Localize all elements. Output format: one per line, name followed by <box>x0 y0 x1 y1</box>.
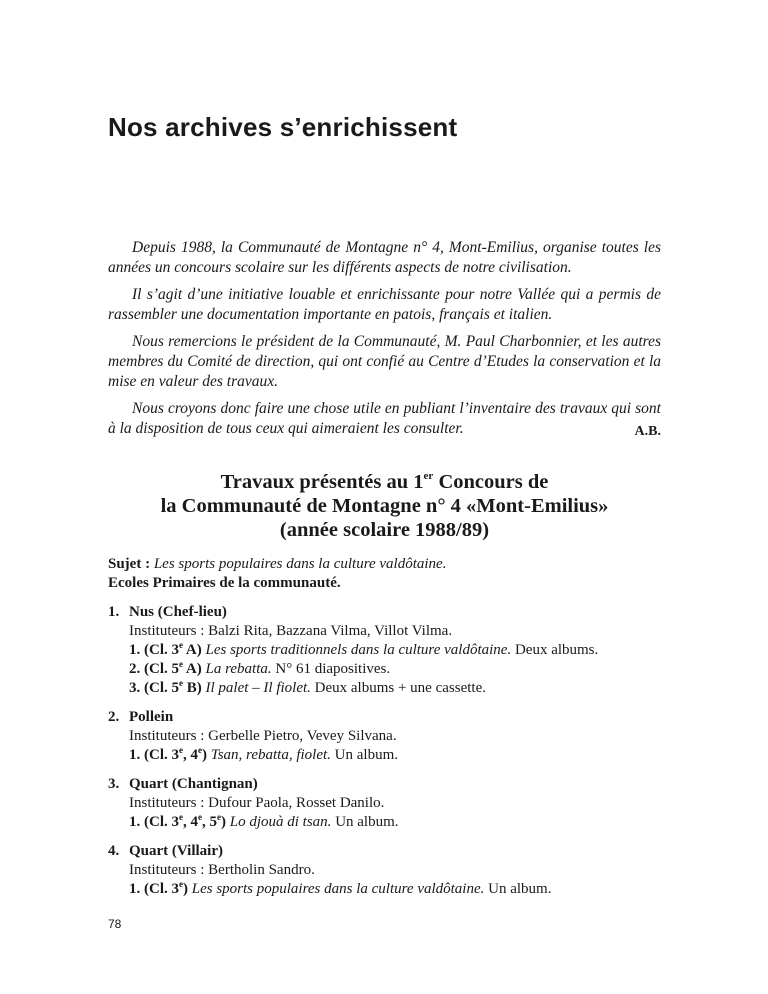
schools-line: Ecoles Primaires de la communauté. <box>108 575 341 591</box>
work-description: Deux albums + une cassette. <box>314 680 486 696</box>
entry-body <box>108 861 668 899</box>
class-superscript: e <box>217 812 221 822</box>
entry-number: 4. <box>108 843 120 859</box>
class-superscript: e <box>198 745 202 755</box>
entry-heading <box>108 775 668 794</box>
class-label <box>129 747 207 763</box>
work-title: Il palet – Il fiolet. <box>205 680 311 696</box>
class-text: ) <box>202 747 207 763</box>
list-item <box>108 842 668 899</box>
work-line <box>129 813 668 832</box>
heading-line-1: Travaux présentés au 1er Concours de <box>220 470 549 493</box>
class-text: A) <box>183 642 202 658</box>
class-label <box>129 680 202 696</box>
work-title: Les sports traditionnels dans la culture valdôtaine. <box>205 642 512 658</box>
intro-paragraph: Nous croyons donc faire une chose utile en publiant l’inventaire des travaux qui sont à la disposition de tous ceux qui aimeraient les consulter. <box>108 400 661 437</box>
section-heading <box>108 470 661 542</box>
class-text: ) <box>221 814 226 830</box>
class-text: 1. (Cl. 3 <box>129 814 179 830</box>
work-description: Deux albums. <box>514 642 599 658</box>
work-title: La rebatta. <box>205 661 272 677</box>
entry-heading <box>108 603 668 622</box>
teachers-line: Instituteurs : Gerbelle Pietro, Vevey Silvana. <box>129 728 397 744</box>
class-label <box>129 642 202 658</box>
class-label <box>129 661 202 677</box>
teachers-line: Instituteurs : Bertholin Sandro. <box>129 862 315 878</box>
class-text: B) <box>183 680 202 696</box>
class-superscript: e <box>179 745 183 755</box>
subject-label: Sujet : <box>108 556 151 572</box>
subject-block <box>108 555 668 593</box>
class-text: ) <box>183 881 188 897</box>
entries-list <box>108 603 668 899</box>
class-superscript: e <box>179 678 183 688</box>
work-description: Un album. <box>335 814 399 830</box>
class-text: 1. (Cl. 3 <box>129 747 179 763</box>
work-line <box>129 746 668 765</box>
class-text: 1. (Cl. 3 <box>129 881 179 897</box>
page-number: 78 <box>108 917 122 931</box>
page-title: Nos archives s’enrichissent <box>108 112 458 142</box>
entry-name: Pollein <box>129 709 174 725</box>
class-text: , 5 <box>202 814 217 830</box>
class-text: , 4 <box>183 814 198 830</box>
class-text: 2. (Cl. 5 <box>129 661 179 677</box>
teachers-line: Instituteurs : Dufour Paola, Rosset Danilo. <box>129 795 385 811</box>
work-line <box>129 880 668 899</box>
heading-line-3: (année scolaire 1988/89) <box>279 519 490 541</box>
class-label <box>129 881 188 897</box>
work-line <box>129 660 668 679</box>
class-superscript: e <box>179 640 183 650</box>
entry-heading <box>108 842 668 861</box>
work-description: Un album. <box>488 881 552 897</box>
subject-text: Les sports populaires dans la culture valdôtaine. <box>153 556 447 572</box>
work-title: Tsan, rebatta, fiolet. <box>210 747 331 763</box>
intro-paragraph: Nous remercions le président de la Communauté, M. Paul Charbonnier, et les autres membres du Comité de direction, qui ont confié au Centre d’Etudes la conservation et la mise en valeur des travaux. <box>108 333 661 390</box>
list-item <box>108 708 668 765</box>
work-line <box>129 679 668 698</box>
class-superscript: e <box>179 812 183 822</box>
entry-number: 1. <box>108 604 120 620</box>
entry-body <box>108 622 668 698</box>
entry-body <box>108 794 668 832</box>
class-text: A) <box>183 661 202 677</box>
class-label <box>129 814 226 830</box>
teachers-line: Instituteurs : Balzi Rita, Bazzana Vilma, Villot Vilma. <box>129 623 453 639</box>
entry-name: Quart (Villair) <box>129 843 224 859</box>
list-item <box>108 603 668 698</box>
class-superscript: e <box>179 659 183 669</box>
work-description: N° 61 diapositives. <box>275 661 391 677</box>
entry-body <box>108 727 668 765</box>
inventory-list <box>108 555 668 909</box>
list-item <box>108 775 668 832</box>
intro-paragraph: Il s’agit d’une initiative louable et enrichissante pour notre Vallée qui a permis de rassembler une documentation importante en patois, français et italien. <box>108 286 661 323</box>
work-title: Lo djouà di tsan. <box>229 814 332 830</box>
work-title: Les sports populaires dans la culture valdôtaine. <box>191 881 485 897</box>
work-line <box>129 641 668 660</box>
class-superscript: e <box>198 812 202 822</box>
entry-heading <box>108 708 668 727</box>
class-superscript: e <box>179 879 183 889</box>
work-description: Un album. <box>334 747 398 763</box>
entry-name: Nus (Chef-lieu) <box>129 604 227 620</box>
entry-name: Quart (Chantignan) <box>129 776 258 792</box>
entry-number: 3. <box>108 776 120 792</box>
signature: A.B. <box>634 424 661 439</box>
intro-text <box>108 238 661 446</box>
heading-line-2: la Communauté de Montagne n° 4 «Mont-Emilius» <box>160 495 609 517</box>
entry-number: 2. <box>108 709 120 725</box>
class-text: 3. (Cl. 5 <box>129 680 179 696</box>
class-text: 1. (Cl. 3 <box>129 642 179 658</box>
class-text: , 4 <box>183 747 198 763</box>
intro-paragraph: Depuis 1988, la Communauté de Montagne n° 4, Mont-Emilius, organise toutes les années un concours scolaire sur les différents aspects de notre civilisation. <box>108 239 661 276</box>
